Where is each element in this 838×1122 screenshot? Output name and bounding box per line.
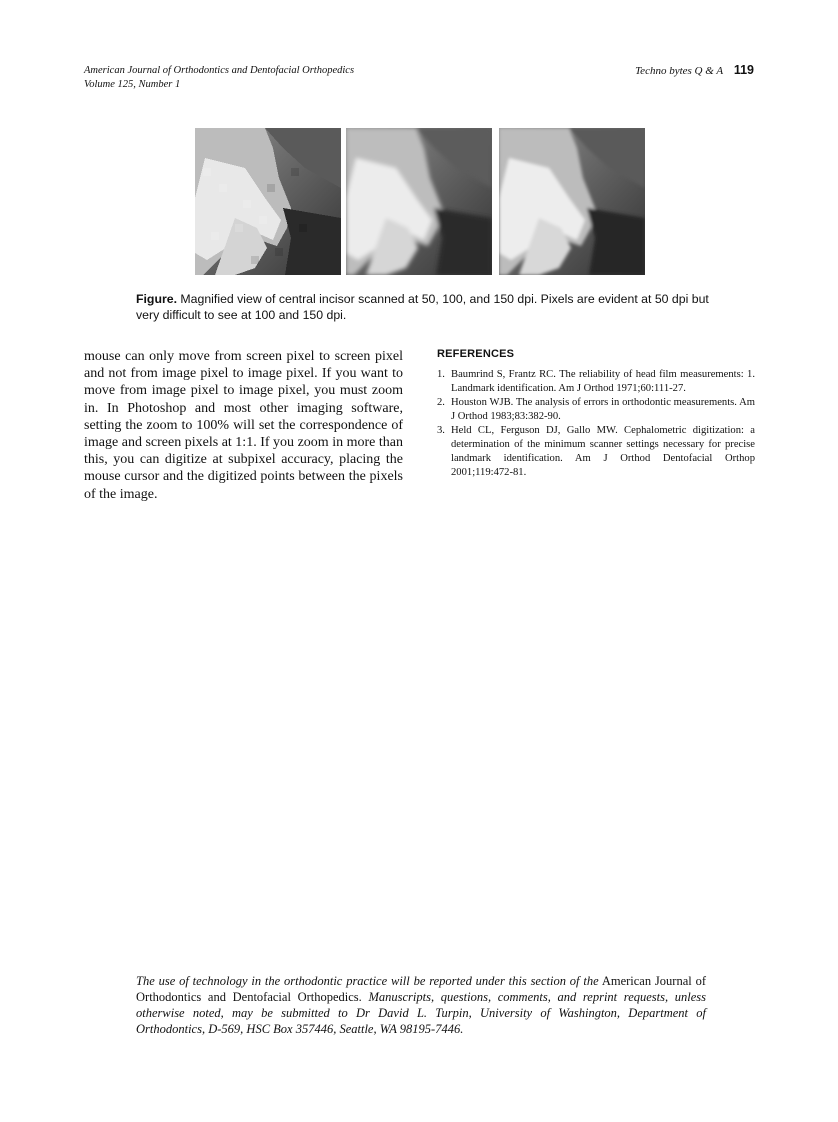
figure-caption [136, 292, 716, 323]
references-list [437, 368, 755, 480]
reference-text: Held CL, Ferguson DJ, Gallo MW. Cephalometric digitization: a determination of the minimum scanner settings necessary for precise landmark identification. Am J Orthod Dentofacial Orthop 2001;119:472-81. [451, 425, 755, 478]
footnote-contact: Manuscripts, questions, comments, and reprint requests, unless otherwise noted, may be submitted to Dr David L. Turpin, University of Washington, Department of Orthodontics, D-569, HSC Box 357446, Seattle, WA 98195-7446. [136, 990, 707, 1036]
journal-name: American Journal of Orthodontics and Dentofacial Orthopedics [84, 65, 355, 76]
figure-images [195, 128, 645, 275]
incisor-scan-50dpi [195, 128, 341, 275]
reference-item [437, 396, 755, 424]
running-header-left [84, 64, 354, 92]
section-footnote [136, 973, 706, 1037]
reference-number: 1. [437, 369, 445, 380]
reference-item [437, 424, 755, 480]
reference-text: Baumrind S, Frantz RC. The reliability of head film measurements: 1. Landmark identification. Am J Orthod 1971;60:111-27. [451, 369, 755, 394]
references-heading: REFERENCES [437, 348, 515, 360]
figure-caption-text: Magnified view of central incisor scanned at 50, 100, and 150 dpi. Pixels are evident at 50 dpi but very difficult to see at 100 and 150 dpi. [136, 292, 709, 322]
running-header-right [635, 63, 754, 77]
reference-item [437, 368, 755, 396]
reference-number: 3. [437, 425, 445, 436]
body-text: mouse can only move from screen pixel to screen pixel and not from image pixel to image pixel. If you want to move from image pixel to image pixel, you must zoom in. In Photoshop and most other imaging software, setting the zoom to 100% will set the correspondence of image and screen pixels at 1:1. If you zoom in more than this, you can digitize at subpixel accuracy, placing the mouse cursor and the digitized points between the pixels of the image. [84, 349, 403, 502]
section-name: Techno bytes Q & A [635, 65, 724, 77]
page-number: 119 [733, 63, 754, 77]
references-section [437, 348, 755, 480]
incisor-scan-150dpi [499, 128, 645, 275]
footnote-intro: The use of technology in the orthodontic practice will be reported under this section of the [136, 974, 599, 988]
reference-text: Houston WJB. The analysis of errors in orthodontic measurements. Am J Orthod 1983;83:382-90. [451, 397, 755, 422]
figure-label: Figure. [136, 292, 177, 306]
incisor-scan-100dpi [346, 128, 492, 275]
reference-number: 2. [437, 397, 445, 408]
volume-info: Volume 125, Number 1 [84, 79, 181, 90]
footnote-journal: American Journal of Orthodontics and Dentofacial Orthopedics. [136, 974, 706, 1004]
